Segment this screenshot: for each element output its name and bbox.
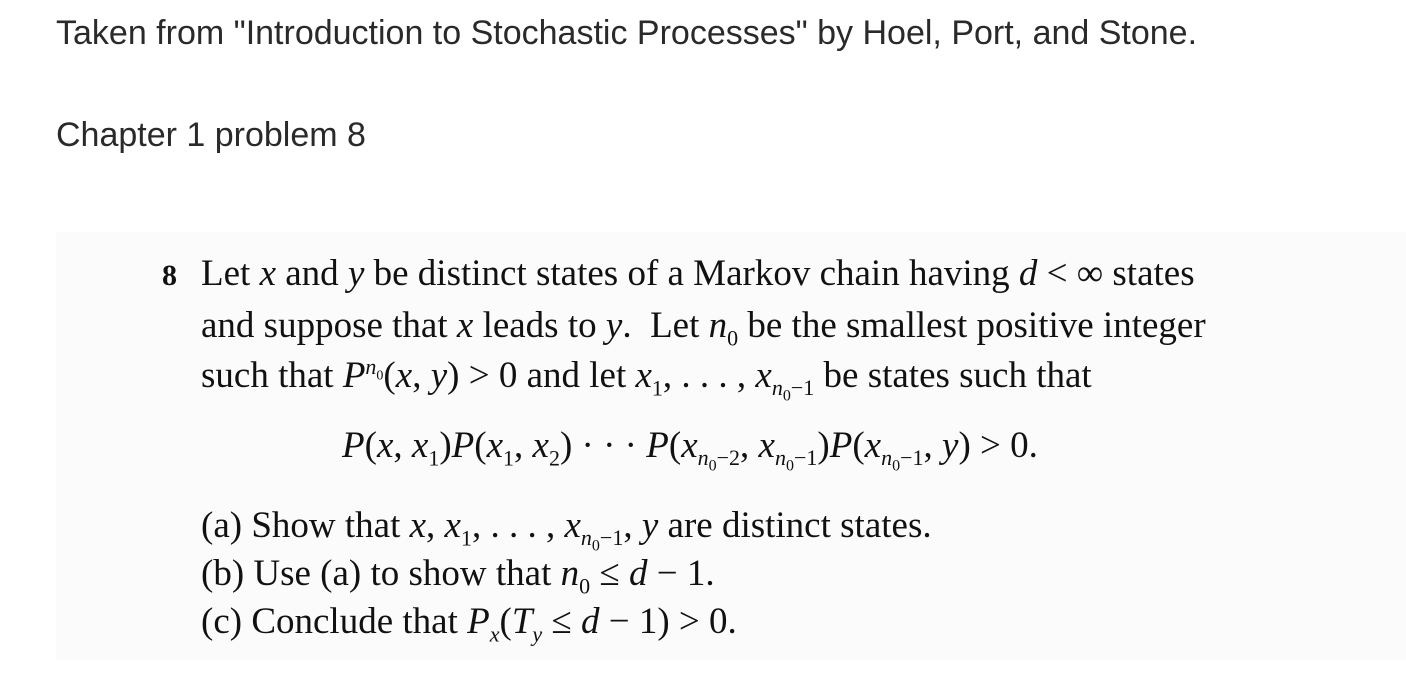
part-c: (c) Conclude that $P_x(T_y \le d - 1) > 0$. [201, 601, 737, 647]
condition-equation: P(x, $x_1)P(x_1$, $x_2$) · · · $P(x_{n_0-2}$, $x_{n_0-1})P(x_{n_0-1}$, y) > 0. [342, 425, 1038, 475]
source-citation: Taken from "Introduction to Stochastic Processes" by Hoel, Port, and Stone. [56, 14, 1198, 52]
problem-statement [56, 232, 1406, 660]
part-b: (b) Use (a) to show that $n_0 \le d - 1$. [201, 553, 715, 599]
part-a: (a) Show that x, $x_1$, . . . , $x_{n_0-1}$, y are distinct states. [201, 505, 932, 555]
problem-line-2: and suppose that x leads to y. Let $n_0$ be the smallest positive integer [201, 305, 1206, 351]
problem-scan [56, 232, 1406, 660]
problem-number: 8 [162, 259, 177, 292]
problem-line-1: Let x and y be distinct states of a Markov chain having d < ∞ states [201, 253, 1195, 294]
chapter-reference: Chapter 1 problem 8 [56, 116, 366, 154]
problem-line-3: such that $P^{n_0}(x$, y) > 0 and let $x_1$, . . . , $x_{n_0-1}$ be states such that [201, 353, 1092, 405]
